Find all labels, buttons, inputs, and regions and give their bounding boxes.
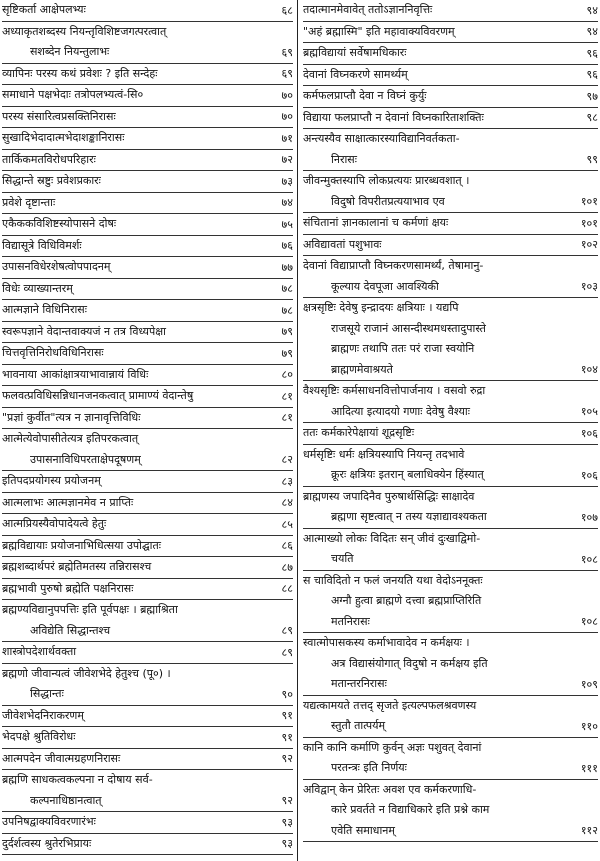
index-entry xyxy=(303,780,598,843)
page-number: १०६ xyxy=(578,467,598,484)
page-number: १०७ xyxy=(578,509,598,526)
page-number: ९६ xyxy=(584,66,598,83)
entry-text: व्यापिनः परस्य कथं प्रवेशः ? इति सन्देहः xyxy=(2,66,158,80)
page-number: ९२ xyxy=(279,750,293,767)
index-entry xyxy=(2,834,293,856)
index-entry xyxy=(2,749,293,771)
entry-text: एवेति समाधानम् xyxy=(331,823,395,837)
entry-text: उपनिषद्वाक्यविवरणारंभः xyxy=(2,815,96,828)
index-entry xyxy=(2,536,293,558)
index-entry xyxy=(2,150,293,172)
entry-text: जीवन्मुक्तस्यापि लोकप्रत्ययः प्रारब्धवशात् । xyxy=(303,174,470,187)
index-entry xyxy=(2,64,293,86)
entry-text: चित्तवृत्तिनिरोधविधिनिरासः xyxy=(2,346,104,359)
page-number: ७९ xyxy=(279,323,293,340)
index-entry xyxy=(303,256,598,298)
entry-text: मतान्तरनिरासः xyxy=(331,677,387,690)
index-entry xyxy=(303,571,598,634)
page-number: ८८ xyxy=(279,580,293,597)
entry-text: अविद्वान् केन प्रेरितः अवश एव कर्मकरणाधि- xyxy=(303,782,477,796)
page-number: ८३ xyxy=(279,473,293,490)
page-number: ८६ xyxy=(279,537,293,554)
entry-text: ब्रह्मणो जीवान्यत्वं जीवेशभेदे हेतुश्च (पू०) । xyxy=(2,666,171,680)
index-entry xyxy=(2,600,293,642)
index-entry xyxy=(2,642,293,664)
entry-text: सुखादिभेदादात्मभेदाशङ्कानिरासः xyxy=(2,131,125,144)
entry-text: अविद्यावतां पशुभावः xyxy=(303,237,382,251)
index-entry xyxy=(2,727,293,749)
entry-text: स चाविदितो न फलं जनयति यथा वेदोऽननूक्तः xyxy=(303,573,483,587)
entry-text: कानि कानि कर्माणि कुर्वन् अज्ञः पशुवत् देवानां xyxy=(303,740,482,754)
entry-text: धर्मसृष्टिः धर्मः क्षत्रियस्यापि नियन्तृ तदभावे xyxy=(303,447,465,461)
index-entry xyxy=(303,487,598,529)
page-number: १०१ xyxy=(578,215,598,232)
page-number: ७० xyxy=(279,108,293,125)
index-entry xyxy=(303,213,598,235)
index-entry xyxy=(303,22,598,44)
index-entry xyxy=(2,471,293,493)
index-entry xyxy=(2,706,293,728)
entry-text: ततः कर्मकारेपेक्षायां शूद्रसृष्टिः xyxy=(303,426,415,439)
entry-text: ब्रह्मभावी पुरुषो ब्रह्मेति पक्षनिरासः xyxy=(2,581,134,595)
entry-text: अविद्येति सिद्धान्तश्च xyxy=(30,623,111,637)
index-entry xyxy=(303,298,598,381)
entry-text: प्रवेशे दृष्टान्ताः xyxy=(2,195,56,209)
index-entry xyxy=(2,22,293,64)
page-number: ९८ xyxy=(584,109,598,126)
entry-text: आत्मपदेन जीवात्मग्रहणनिरासः xyxy=(2,751,121,765)
entry-text: समाधाने पक्षभेदाः तत्रोपलभ्यत्वं-सि० xyxy=(2,88,144,101)
page-number: ८५ xyxy=(279,516,293,533)
page-number: ७१ xyxy=(279,130,293,147)
index-entry xyxy=(303,633,598,696)
left-column xyxy=(2,0,293,855)
index-entry xyxy=(2,557,293,579)
page-number: ८९ xyxy=(279,644,293,661)
column-divider xyxy=(297,0,298,861)
entry-text: परतन्त्रः इति निर्णयः xyxy=(331,761,407,774)
page-number: ८१ xyxy=(279,388,293,405)
page-number: १०९ xyxy=(578,676,598,693)
page-number: ७३ xyxy=(279,173,293,190)
index-entry xyxy=(2,386,293,408)
index-entry xyxy=(303,423,598,445)
entry-text: इतिपदप्रयोगस्य प्रयोजनम् xyxy=(2,474,101,487)
index-entry xyxy=(2,0,293,22)
page-number: ९३ xyxy=(279,835,293,852)
entry-text: सिद्धान्तः xyxy=(30,687,64,700)
page-number: १०५ xyxy=(578,403,598,420)
page-number: ११० xyxy=(578,718,598,735)
entry-text: अध्याकृतशब्दस्य नियन्तृविशिष्टजगत्परत्वात् xyxy=(2,24,167,38)
index-entry xyxy=(2,514,293,536)
index-entry xyxy=(2,85,293,107)
entry-text: क्षत्रसृष्टिः देवेषु इन्द्रादयः क्षत्रियाः । यद्यपि xyxy=(303,301,459,314)
entry-text: निरासः xyxy=(331,152,357,166)
index-entry xyxy=(303,235,598,257)
entry-text: विद्यासूत्रे विधिविमर्शः xyxy=(2,238,82,252)
page-number: ७५ xyxy=(279,216,293,233)
page-number: ६८ xyxy=(279,2,293,19)
index-entry xyxy=(303,445,598,487)
entry-text: ब्रह्मविद्यायां सर्वेषामधिकारः xyxy=(303,46,407,59)
entry-text: देवानां विद्याप्राप्तौ विघ्नकरणसामर्थ्यं, तेषामानु- xyxy=(303,259,484,272)
entry-text: परस्य संसारित्वप्रसक्तिनिरासः xyxy=(2,109,116,123)
index-entry xyxy=(2,214,293,236)
entry-text: अन्त्यस्यैव साक्षात्कारस्याविद्यानिवर्तकता- xyxy=(303,132,460,145)
entry-text: "अहं ब्रह्मास्मि" इति महावाक्यविवरणम् xyxy=(303,24,455,38)
entry-text: स्तुतौ तात्पर्यम् xyxy=(331,719,386,732)
entry-text: विधेः व्याख्यान्तरम् xyxy=(2,281,73,295)
entry-text: भावनाया आकांक्षात्रयाभावान्नायं विधिः xyxy=(2,367,149,381)
entry-text: सिद्धान्ते स्रष्टुः प्रवेशप्रकारः xyxy=(2,174,101,187)
page-number: ९२ xyxy=(279,792,293,809)
entry-text: विदुषो विपरीतप्रत्ययाभाव एव xyxy=(331,194,445,208)
entry-text: तदात्मानमेवावेत् ततोऽज्ञाननिवृत्तिः xyxy=(303,3,433,16)
entry-text: ब्रह्मशब्दार्थपरं ब्रह्मेतिमतस्य तन्निरासश्च xyxy=(2,560,152,573)
page-number: १११ xyxy=(578,760,598,777)
entry-text: यद्यत्कामयते तत्तद् सृजते इत्यल्पफलश्रवणस्य xyxy=(303,698,477,712)
index-entry xyxy=(2,429,293,471)
index-entry xyxy=(2,493,293,515)
entry-text: अत्र विद्यासंयोगात् विदुषो न कर्मक्षय इति xyxy=(331,656,488,670)
page-number: ९४ xyxy=(584,2,598,19)
entry-text: आत्माख्यो लोकः विदितः सन् जीवं दुःखाद्विमो- xyxy=(303,531,481,545)
index-entry xyxy=(303,171,598,213)
page-number: ११२ xyxy=(578,822,598,839)
index-entry xyxy=(2,107,293,129)
index-entry xyxy=(2,171,293,193)
index-entry xyxy=(303,0,598,22)
entry-text: कल्पनाधिष्ठानत्वात् xyxy=(30,793,102,807)
page-number: ९७ xyxy=(584,88,598,105)
entry-text: मतनिरासः xyxy=(331,614,370,628)
entry-text: कूल्याय देवपूजा आवश्यिकी xyxy=(331,279,439,293)
index-entry xyxy=(303,65,598,87)
entry-text: कारे प्रवर्तते न विद्याधिकारे इति प्रश्ने काम xyxy=(331,803,490,816)
page-number: ८७ xyxy=(279,559,293,576)
index-entry xyxy=(2,365,293,387)
right-column xyxy=(303,0,598,842)
index-entry xyxy=(2,236,293,258)
page-number: १०६ xyxy=(578,425,598,442)
page-number: ८२ xyxy=(279,451,293,468)
page-number: १०८ xyxy=(578,613,598,630)
page-number: ९४ xyxy=(584,23,598,40)
page-number: ८१ xyxy=(279,409,293,426)
entry-text: राजसूये राजानं आसन्दीस्थमधस्तादुपास्ते xyxy=(331,321,486,335)
index-entry xyxy=(303,529,598,571)
page-number: ७७ xyxy=(279,259,293,276)
entry-text: आत्मेत्येवोपासीतेत्यत्र इतिपरकत्वात् xyxy=(2,432,139,445)
index-entry xyxy=(303,381,598,423)
page-number: १०२ xyxy=(578,236,598,253)
page-number: ७८ xyxy=(279,280,293,297)
page-number: ७८ xyxy=(279,302,293,319)
page-number: ७० xyxy=(279,87,293,104)
entry-text: ब्राह्मणः तथापि ततः परं राजा स्वयोनि xyxy=(331,342,475,355)
entry-text: अग्नौ हुत्वा ब्राह्मणे दत्त्वा ब्रह्मप्राप्तिरिति xyxy=(331,594,482,607)
index-entry xyxy=(2,257,293,279)
index-entry xyxy=(2,343,293,365)
entry-text: ब्रह्मविद्यायाः प्रयोजनाभिधित्सया उपोद्घातः xyxy=(2,538,161,552)
page-number: ७९ xyxy=(279,345,293,362)
index-entry xyxy=(2,408,293,430)
index-entry xyxy=(2,300,293,322)
index-entry xyxy=(303,738,598,780)
entry-text: ब्रह्मणि साधकत्वकल्पना न दोषाय सर्व- xyxy=(2,773,153,786)
page-number: ८४ xyxy=(279,494,293,511)
entry-text: ब्राह्मणस्य जपादिनैव पुरुषार्थसिद्धिः साक्षादेव xyxy=(303,489,475,503)
page-number: १०४ xyxy=(578,361,598,378)
page-number: ९६ xyxy=(584,45,598,62)
entry-text: कर्मफलप्राप्तौ देवा न विघ्नं कुर्युः xyxy=(303,89,427,102)
page-number: ९१ xyxy=(279,707,293,724)
index-entry xyxy=(2,322,293,344)
page-number: ६९ xyxy=(279,65,293,82)
index-entry xyxy=(2,812,293,834)
page-number: ९३ xyxy=(279,814,293,831)
entry-text: फलवत्प्रविधिसन्निधानजनकत्वात् प्रामाण्यं वेदान्तेषु xyxy=(2,389,194,402)
page-number: ७६ xyxy=(279,237,293,254)
entry-text: ब्रह्मणा सृष्टत्वात् न तस्य यज्ञाद्यावश्यकता xyxy=(331,510,487,523)
page-number: ८९ xyxy=(279,622,293,639)
index-entry xyxy=(303,129,598,171)
entry-text: संचितानां ज्ञानकालानां च कर्मणां क्षयः xyxy=(303,216,449,229)
index-entry xyxy=(303,86,598,108)
page-number: ७४ xyxy=(279,194,293,211)
entry-text: स्वात्मोपासकस्य कर्माभावादेव न कर्मक्षयः । xyxy=(303,636,470,649)
page-number: १०८ xyxy=(578,551,598,568)
page-number: ८० xyxy=(279,366,293,383)
entry-text: आत्मलाभः आत्मज्ञानमेव न प्राप्तिः xyxy=(2,495,134,509)
entry-text: वैश्यसृष्टिः कर्मसाधनवित्तोपार्जनाय । वसवो रुद्रा xyxy=(303,384,486,397)
entry-text: भेदपक्षे श्रुतिविरोधः xyxy=(2,730,76,743)
entry-text: सृष्टिकर्ता आक्षेपलभ्यः xyxy=(2,3,86,16)
page-number: ६९ xyxy=(279,44,293,61)
entry-text: सशब्देन नियन्तुलाभः xyxy=(30,45,110,58)
entry-text: आदित्या इत्यादयो गणाः देवेषु वैश्याः xyxy=(331,404,471,418)
entry-text: शास्त्रोपदेशार्थवक्ता xyxy=(2,645,77,658)
index-entry xyxy=(2,579,293,601)
entry-text: उपासनविधेरशेषत्वोपपादनम् xyxy=(2,260,111,273)
entry-text: तार्किकमतविरोधपरिहारः xyxy=(2,152,96,166)
entry-text: विद्याया फलप्राप्तौ न देवानां विघ्नकारिताशक्तिः xyxy=(303,110,484,124)
index-entry xyxy=(303,43,598,65)
entry-text: चयति xyxy=(331,552,354,565)
entry-text: आत्मज्ञाने विधिनिरासः xyxy=(2,303,87,316)
index-entry xyxy=(2,664,293,706)
entry-text: क्रूरः क्षत्रियः इतरान् बलाधिक्येन हिंस्यात् xyxy=(331,468,484,481)
page-number: ९० xyxy=(279,686,293,703)
entry-text: स्वरूपज्ञाने वेदान्तवाक्यजं न तत्र विध्यपेक्षा xyxy=(2,324,166,338)
index-entry xyxy=(2,770,293,812)
entry-text: ब्रह्मण्यविद्यानुपपत्तिः इति पूर्वपक्षः । ब्रह्माश्रिता xyxy=(2,603,178,616)
page-number: १०१ xyxy=(578,193,598,210)
page-number: ९९ xyxy=(584,151,598,168)
page-number: १०३ xyxy=(578,278,598,295)
entry-text: उपासनाविधिपरताक्षेपदूषणम् xyxy=(30,452,141,466)
entry-text: जीवेशभेदनिराकरणम् xyxy=(2,708,84,722)
entry-text: दुर्दर्शत्वस्य श्रुतेरभिप्रायः xyxy=(2,836,92,850)
page-number: ७२ xyxy=(279,151,293,168)
entry-text: आत्मप्रियस्यैवोपादेयत्वे हेतुः xyxy=(2,517,107,530)
page-number: ९१ xyxy=(279,729,293,746)
index-entry xyxy=(303,696,598,738)
index-entry xyxy=(2,279,293,301)
entry-text: देवानां विघ्नकरणे सामर्थ्यम् xyxy=(303,67,408,81)
index-entry xyxy=(2,128,293,150)
entry-text: एकैककविशिष्टस्योपासने दोषः xyxy=(2,217,117,230)
index-entry xyxy=(303,108,598,130)
entry-text: ब्राह्मणमेवाश्रयते xyxy=(331,362,393,376)
entry-text: "प्रज्ञां कुर्वीत"त्यत्र न ज्ञानावृत्तिविधिः xyxy=(2,410,141,424)
index-entry xyxy=(2,193,293,215)
